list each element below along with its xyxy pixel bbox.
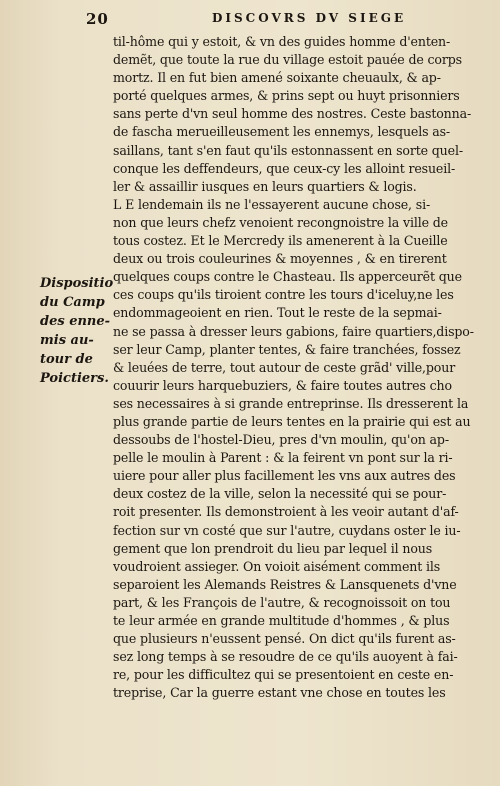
text-line: gement que lon prendroit du lieu par lequel il nous (113, 540, 433, 556)
page-header (0, 8, 500, 30)
body-text (113, 33, 495, 702)
text-line: endommageoient en rien. Tout le reste de la sepmai- (113, 305, 442, 321)
page-number: 20 (86, 10, 109, 28)
text-line: ler & assaillir iusques en leurs quartiers & logis. (113, 178, 417, 194)
text-line: voudroient assieger. On voioit aisément comment ils (113, 558, 441, 574)
text-line: L E lendemain ils ne l'essayerent aucune chose, si- (113, 196, 431, 212)
text-line: deux ou trois couleurines & moyennes , & en tirerent (113, 251, 447, 267)
margin-note-line: tour de (40, 352, 93, 367)
text-line: dessoubs de l'hostel-Dieu, pres d'vn moulin, qu'on ap- (113, 432, 449, 448)
text-line: non que leurs chefz venoient recongnoistre la ville de (113, 214, 448, 230)
text-line: ces coups qu'ils tiroient contre les tours d'iceluy,ne les (113, 287, 454, 303)
text-line: til-hôme qui y estoit, & vn des guides homme d'enten- (113, 34, 451, 49)
text-line: porté quelques armes, & prins sept ou huyt prisonniers (113, 88, 460, 104)
text-line: tous costez. Et le Mercredy ils amenerent à la Cueille (113, 233, 448, 249)
text-line: sez long temps à se resoudre de ce qu'ils auoyent à fai- (113, 649, 458, 665)
text-line: part, & les François de l'autre, & recognoissoit on tou (113, 594, 451, 610)
running-title: DISCOVRS DV SIEGE (212, 11, 407, 25)
text-line: de fascha merueilleusement les ennemys, lesquels as- (113, 124, 451, 140)
text-line: & leuées de terre, tout autour de ceste grãd' ville,pour (113, 359, 456, 375)
text-line: pelle le moulin à Parent : & la feirent vn pont sur la ri- (113, 450, 453, 466)
text-line: quelques coups contre le Chasteau. Ils apperceurẽt que (113, 269, 462, 285)
text-line: ser leur Camp, planter tentes, & faire tranchées, fossez (113, 341, 461, 357)
text-line: ne se passa à dresser leurs gabions, faire quartiers,dispo- (113, 323, 474, 339)
text-line: que plusieurs n'eussent pensé. On dict qu'ils furent as- (113, 631, 456, 647)
margin-note-line: du Camp (40, 295, 105, 310)
text-line: conque les deffendeurs, que ceux-cy les alloint resueil- (113, 160, 456, 176)
text-line: te leur armée en grande multitude d'hommes , & plus (113, 613, 450, 628)
text-line: roit presenter. Ils demonstroient à les veoir autant d'af- (113, 504, 459, 520)
text-line: separoient les Alemands Reistres & Lansquenets d'vne (113, 576, 457, 592)
margin-note (40, 274, 112, 388)
text-line: saillans, tant s'en faut qu'ils estonnassent en sorte quel- (113, 142, 463, 158)
margin-note-line: mis au- (40, 333, 94, 348)
text-line: sans perte d'vn seul homme des nostres. Ceste bastonna- (113, 106, 472, 122)
text-line: plus grande partie de leurs tentes en la prairie qui est au (113, 413, 471, 429)
text-line: fection sur vn costé que sur l'autre, cuydans oster le iu- (113, 522, 461, 538)
text-line: deux costez de la ville, selon la necessité qui se pour- (113, 486, 447, 502)
text-line: mortz. Il en fut bien amené soixante cheuaulx, & ap- (113, 70, 441, 86)
text-line: re, pour les difficultez qui se presentoient en ceste en- (113, 667, 454, 683)
text-line: demẽt, que toute la rue du village estoit pauée de corps (113, 52, 462, 68)
margin-note-line: Poictiers. (40, 371, 109, 386)
text-line: treprise, Car la guerre estant vne chose en toutes les (113, 685, 446, 701)
text-line: couurir leurs harquebuziers, & faire toutes autres cho (113, 377, 452, 393)
text-line: ses necessaires à si grande entreprinse. Ils dresserent la (113, 395, 469, 411)
margin-note-line: Dispositio (40, 276, 114, 291)
text-line: uiere pour aller plus facillement les vns aux autres des (113, 468, 456, 484)
margin-note-line: des enne- (40, 314, 111, 329)
